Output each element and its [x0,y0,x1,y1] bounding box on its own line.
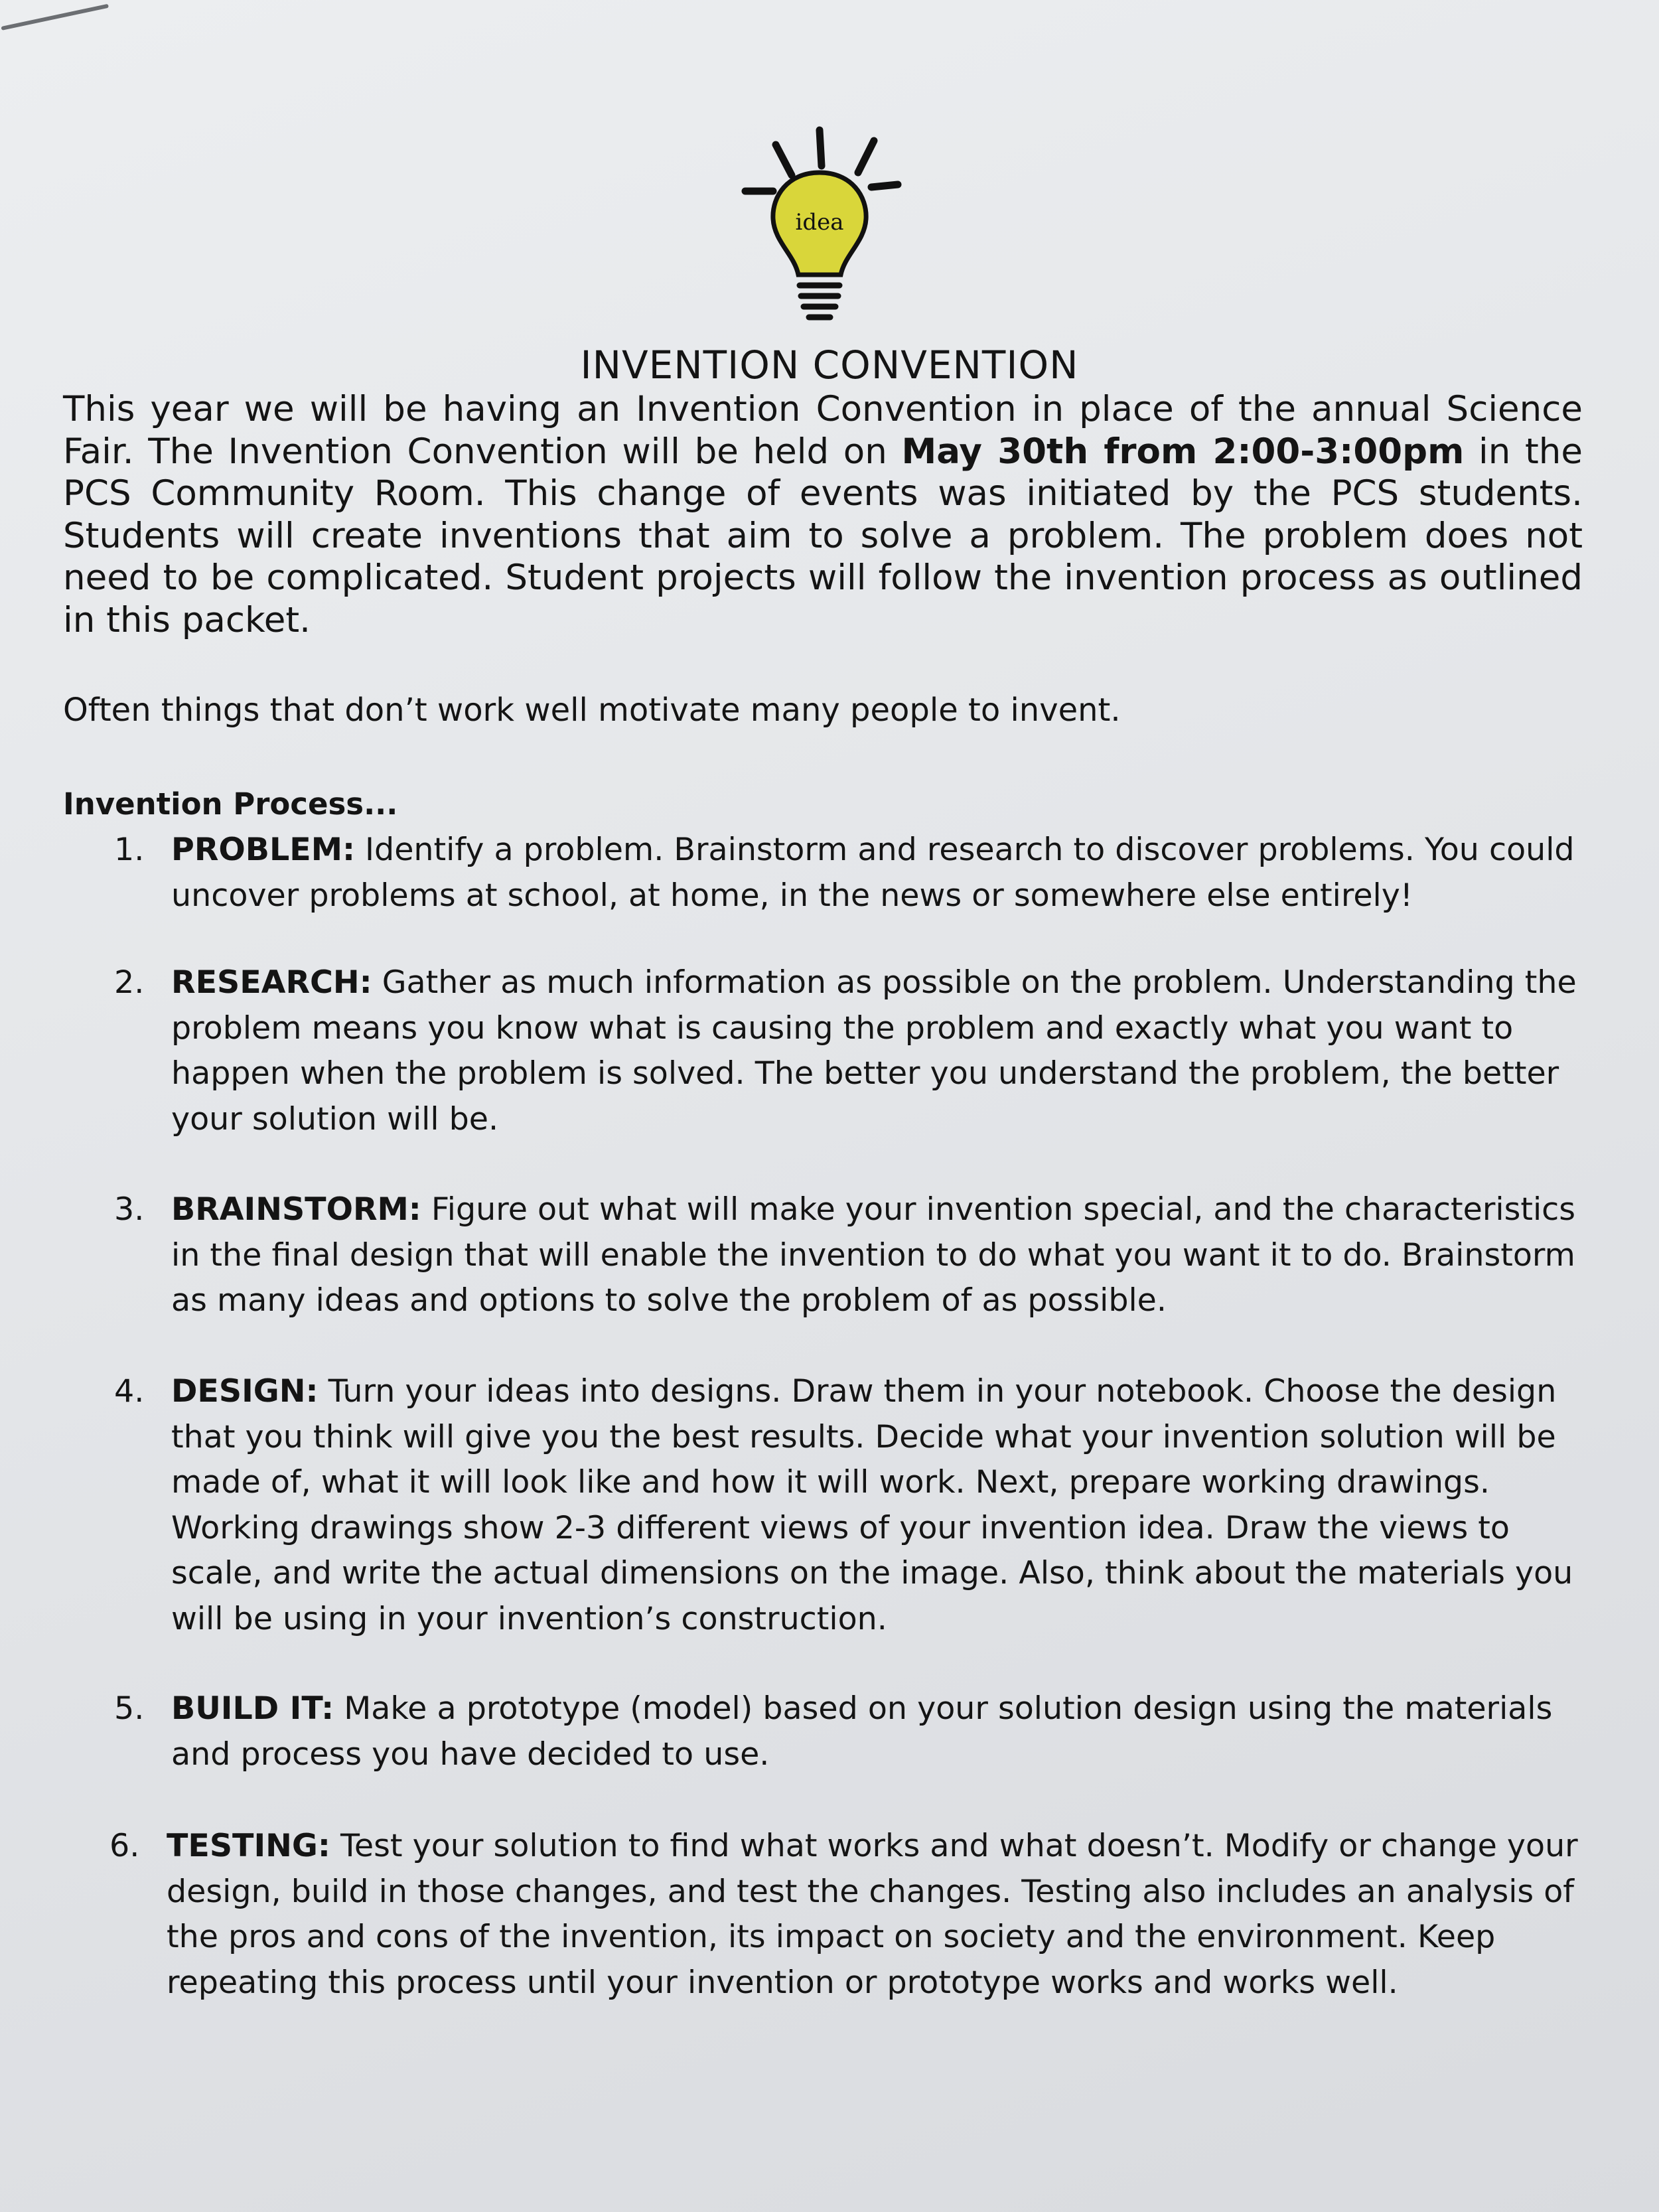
staple [1,4,109,31]
motivation-line: Often things that don’t work well motivate many people to invent. [63,692,1121,729]
step-text: Test your solution to find what works and what doesn’t. Modify or change your design, build in those changes, and test the changes. Testing also includes an analysis of the pros and cons of the invention, its impact on society and the environment. Keep repeating this process until your invention or prototype works and works well. [167,1828,1578,2001]
document-title: INVENTION CONVENTION [580,342,1079,388]
intro-text-1: This year we will be having an Invention Convention in place of the annual Science Fair. The Invention Convention will be held on [63,389,1583,472]
step-number: 1. [114,832,145,868]
step-research [114,960,1594,1142]
step-number: 5. [114,1690,145,1727]
step-brainstorm [114,1187,1594,1324]
step-text: Identify a problem. Brainstorm and research to discover problems. You could uncover problems at school, at home, in the news or somewhere else entirely! [171,832,1575,914]
intro-paragraph [63,388,1583,641]
step-label: BUILD IT: [171,1690,334,1727]
step-label: TESTING: [167,1828,330,1864]
step-text: Turn your ideas into designs. Draw them in your notebook. Choose the design that you think will give you the best results. Decide what your invention solution will be made of, what it will look like and how it will work. Next, prepare working drawings. Working drawings show 2-3 different views of your invention idea. Draw the views to scale, and write the actual dimensions on the image. Also, think about the materials you will be using in your invention’s construction. [171,1373,1573,1637]
intro-text-2: in the PCS Community Room. This change of events was initiated by the PCS students. Students will create inventions that aim to solve a problem. The problem does not need to be complicated. Student projects will follow the invention process as outlined in this packet. [63,431,1583,640]
step-number: 4. [114,1373,145,1410]
step-text: Make a prototype (model) based on your solution design using the materials and process you have decided to use. [171,1690,1553,1773]
step-problem [114,828,1594,919]
step-testing [109,1824,1589,2006]
step-label: BRAINSTORM: [171,1191,421,1228]
step-label: DESIGN: [171,1373,319,1410]
process-heading: Invention Process... [63,786,398,822]
step-number: 2. [114,964,145,1001]
step-text: Figure out what will make your invention special, and the characteristics in the final design that will enable the invention to do what you want it to do. Brainstorm as many ideas and options to solve the problem of as possible. [171,1191,1576,1319]
lightbulb-icon [733,125,906,331]
step-number: 6. [109,1828,140,1864]
step-design [114,1369,1594,1642]
bulb-label: idea [795,209,844,236]
step-build-it [114,1686,1594,1777]
step-label: PROBLEM: [171,832,355,868]
step-number: 3. [114,1191,145,1228]
step-text: Gather as much information as possible on the problem. Understanding the problem means you know what is causing the problem and exactly what you want to happen when the problem is solved. The better you understand the problem, the better your solution will be. [171,964,1577,1138]
step-label: RESEARCH: [171,964,372,1001]
event-date-time: May 30th from 2:00-3:00pm [901,431,1465,472]
